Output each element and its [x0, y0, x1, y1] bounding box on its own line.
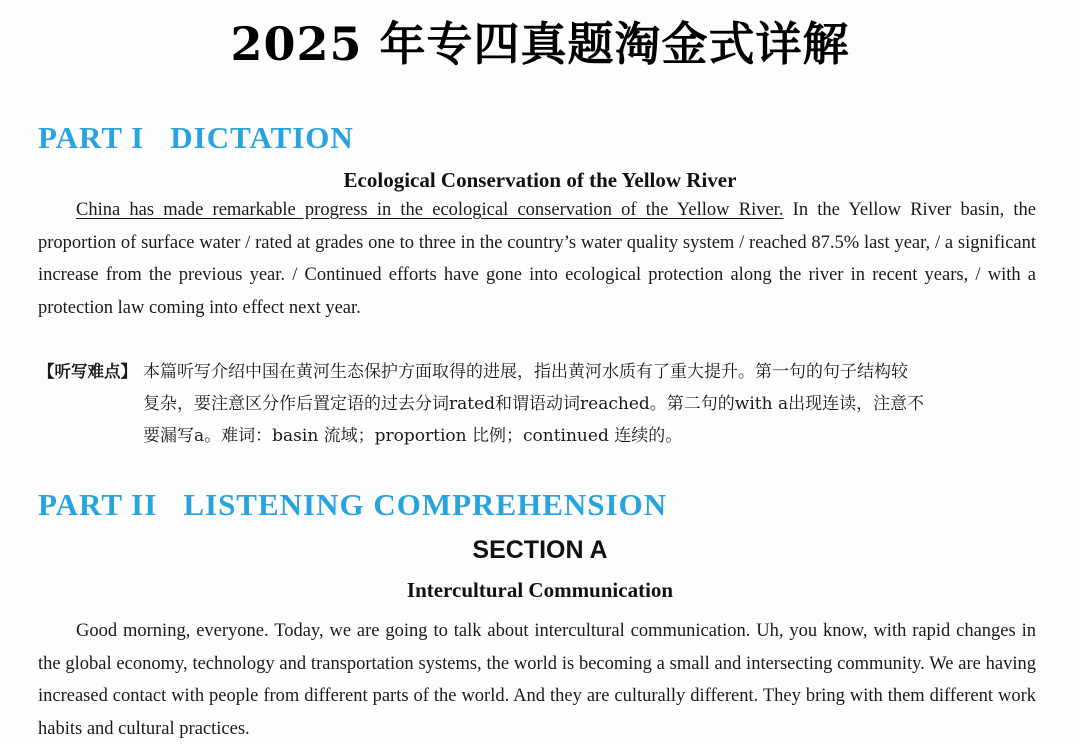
- dictation-note-label: 【听写难点】: [38, 362, 137, 381]
- part-1-number: PART I: [38, 120, 145, 155]
- part-1-name: DICTATION: [170, 120, 354, 155]
- dictation-note-line-1: 本篇听写介绍中国在黄河生态保护方面取得的进展，指出黄河水质有了重大提升。第一句的句子结构较: [143, 362, 908, 382]
- part-1-heading: [38, 120, 354, 156]
- section-a-title: SECTION A: [472, 536, 608, 564]
- part-2-name: LISTENING COMPREHENSION: [183, 487, 668, 522]
- listening-text: Good morning, everyone. Today, we are going to talk about intercultural communication. Uh, you know, with rapid changes in the global economy, technology and transportation systems, the world is becoming a small and intersecting community. We are having increased contact with people from different parts of the world. And they are culturally different. They bring with them different work habits and cultural practices.: [38, 621, 1036, 739]
- dictation-note-line-3: 要漏写a。难词：basin 流域；proportion 比例；continued 连续的。: [143, 426, 683, 446]
- listening-paragraph: [38, 615, 1036, 745]
- dictation-first-sentence: China has made remarkable progress in the ecological conservation of the Yellow River.: [76, 200, 784, 220]
- listening-passage-title: Intercultural Communication: [406, 578, 674, 602]
- dictation-paragraph: [38, 194, 1036, 324]
- part-2-number: PART II: [38, 487, 158, 522]
- document-title: 2025 年专四真题淘金式详解: [230, 17, 850, 71]
- dictation-passage-title: Ecological Conservation of the Yellow River: [343, 168, 737, 192]
- dictation-note: [38, 356, 1036, 452]
- dictation-note-line-2: 复杂，要注意区分作后置定语的过去分词rated和谓语动词reached。第二句的with a出现连读，注意不: [143, 394, 925, 414]
- dictation-rest-text: In the Yellow River basin, the proportion of surface water / rated at grades one to three in the country’s water quality system / reached 87.5% last year, / a significant increase from the previous year. / Continued efforts have gone into ecological protection along the river in recent years, / with a protection law coming into effect next year.: [38, 200, 1037, 318]
- part-2-heading: [38, 487, 667, 523]
